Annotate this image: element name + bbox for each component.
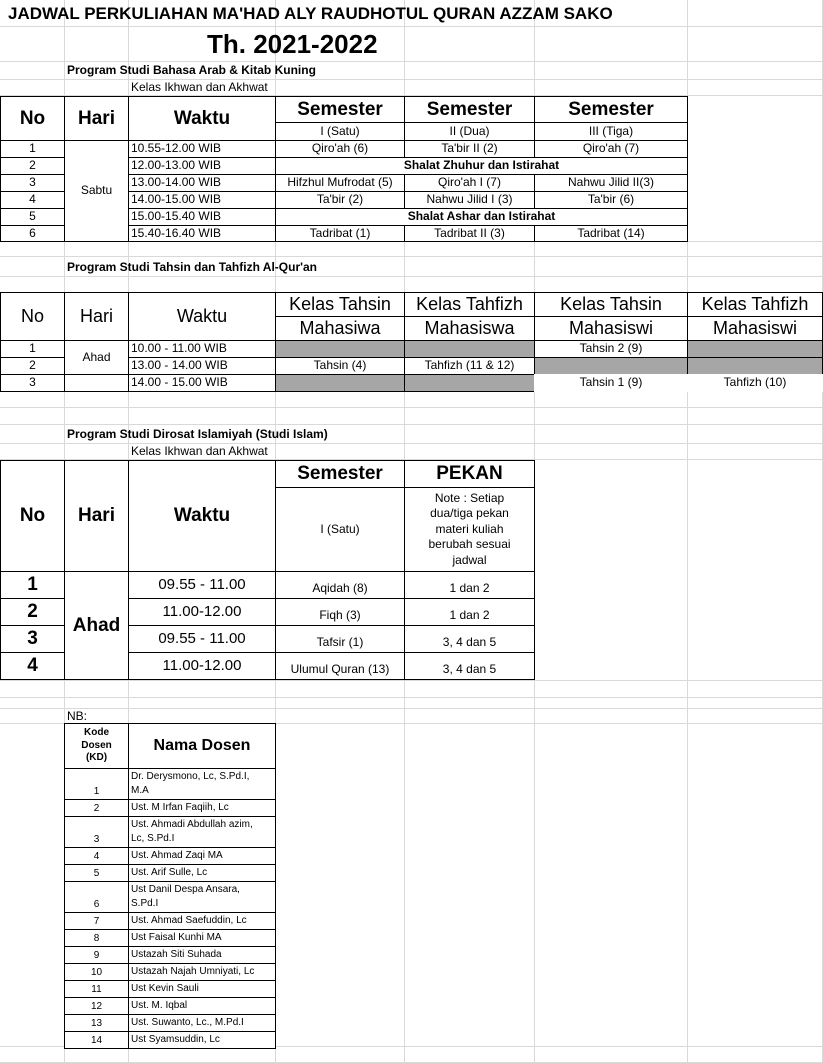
row-waktu: 13.00 - 14.00 WIB bbox=[128, 357, 276, 375]
header-waktu: Waktu bbox=[128, 460, 276, 572]
course-cell: Qiro'ah (6) bbox=[275, 140, 405, 158]
header-sem-satu: I (Satu) bbox=[275, 487, 405, 572]
header-kelas: Kelas Tahfizh bbox=[687, 292, 823, 317]
dosen-nama-cell: Ust Syamsuddin, Lc bbox=[128, 1031, 276, 1049]
dosen-nama-cell: Ust. Ahmadi Abdullah azim, Lc, S.Pd.I bbox=[128, 816, 276, 848]
dosen-kode-cell: 1 bbox=[64, 768, 129, 800]
row-waktu: 11.00-12.00 bbox=[128, 598, 276, 626]
dosen-nama-cell: Ust. Arif Sulle, Lc bbox=[128, 864, 276, 882]
dosen-kode-cell: 2 bbox=[64, 799, 129, 817]
course-cell: Qiro'ah I (7) bbox=[404, 174, 535, 192]
row-waktu: 11.00-12.00 bbox=[128, 652, 276, 680]
nb-label: NB: bbox=[67, 709, 88, 723]
course-cell: Tadribat II (3) bbox=[404, 225, 535, 242]
dosen-kode-cell: 5 bbox=[64, 864, 129, 882]
row-no: 1 bbox=[0, 340, 65, 358]
row-waktu: 15.40-16.40 WIB bbox=[128, 225, 276, 242]
pekan-note: Note : Setiap dua/tiga pekan materi kuliah berubah sesuai jadwal bbox=[404, 487, 535, 572]
dosen-kode-cell: 8 bbox=[64, 929, 129, 947]
header-semester-1: Semester bbox=[275, 96, 405, 123]
dosen-nama-cell: Ustazah Najah Umniyati, Lc bbox=[128, 963, 276, 981]
hari-empty-cell bbox=[64, 374, 129, 392]
header-mahasiswa: Mahasiswa bbox=[404, 316, 535, 341]
course-cell: Ta'bir II (2) bbox=[404, 140, 535, 158]
course-cell: Hifzhul Mufrodat (5) bbox=[275, 174, 405, 192]
hari-cell: Ahad bbox=[64, 571, 129, 680]
row-no: 2 bbox=[0, 598, 65, 626]
empty-gray-cell bbox=[404, 374, 535, 392]
header-kelas: Kelas Tahsin bbox=[534, 292, 688, 317]
row-no: 3 bbox=[0, 174, 65, 192]
course-cell: Ulumul Quran (13) bbox=[275, 652, 405, 680]
empty-gray-cell bbox=[275, 374, 405, 392]
hari-cell: Ahad bbox=[64, 340, 129, 375]
course-cell: Tahfizh (11 & 12) bbox=[404, 357, 535, 375]
header-nama-dosen: Nama Dosen bbox=[128, 723, 276, 769]
dosen-kode-cell: 9 bbox=[64, 946, 129, 964]
row-waktu: 09.55 - 11.00 bbox=[128, 571, 276, 599]
header-kelas: Kelas Tahsin bbox=[275, 292, 405, 317]
header-no: No bbox=[0, 96, 65, 141]
row-no: 1 bbox=[0, 140, 65, 158]
dosen-nama-cell: Ust Faisal Kunhi MA bbox=[128, 929, 276, 947]
dosen-nama-cell: Ust. M Irfan Faqiih, Lc bbox=[128, 799, 276, 817]
header-waktu: Waktu bbox=[128, 292, 276, 341]
pekan-cell: 1 dan 2 bbox=[404, 571, 535, 599]
academic-year: Th. 2021-2022 bbox=[207, 29, 378, 59]
course-cell: Tafsir (1) bbox=[275, 625, 405, 653]
dosen-kode-cell: 6 bbox=[64, 881, 129, 913]
header-kelas: Kelas Tahfizh bbox=[404, 292, 535, 317]
header-mahasiswi: Mahasiswi bbox=[534, 316, 688, 341]
dosen-nama-cell: Ust. Ahmad Zaqi MA bbox=[128, 847, 276, 865]
course-cell: Tahsin 2 (9) bbox=[534, 340, 688, 358]
course-cell: Tadribat (14) bbox=[534, 225, 688, 242]
dosen-kode-cell: 12 bbox=[64, 997, 129, 1015]
header-hari: Hari bbox=[64, 460, 129, 572]
header-sem-tiga: III (Tiga) bbox=[534, 122, 688, 141]
row-no: 5 bbox=[0, 208, 65, 226]
row-no: 2 bbox=[0, 157, 65, 175]
header-sem-satu: I (Satu) bbox=[275, 122, 405, 141]
dosen-kode-cell: 10 bbox=[64, 963, 129, 981]
course-cell: Tahfizh (10) bbox=[687, 374, 823, 392]
break-cell: Shalat Zhuhur dan Istirahat bbox=[275, 157, 688, 175]
dosen-kode-cell: 3 bbox=[64, 816, 129, 848]
row-no: 6 bbox=[0, 225, 65, 242]
hari-cell: Sabtu bbox=[64, 140, 129, 242]
empty-gray-cell bbox=[534, 357, 688, 375]
row-waktu: 14.00 - 15.00 WIB bbox=[128, 374, 276, 392]
sheet-title: JADWAL PERKULIAHAN MA'HAD ALY RAUDHOTUL QURAN AZZAM SAKO bbox=[8, 4, 613, 23]
row-waktu: 10.55-12.00 WIB bbox=[128, 140, 276, 158]
course-cell: Nahwu Jilid II(3) bbox=[534, 174, 688, 192]
kelas-label: Kelas Ikhwan dan Akhwat bbox=[131, 444, 268, 458]
program-title-bahasa-arab: Program Studi Bahasa Arab & Kitab Kuning bbox=[67, 63, 316, 77]
row-waktu: 14.00-15.00 WIB bbox=[128, 191, 276, 209]
course-cell: Nahwu Jilid I (3) bbox=[404, 191, 535, 209]
row-waktu: 12.00-13.00 WIB bbox=[128, 157, 276, 175]
row-waktu: 15.00-15.40 WIB bbox=[128, 208, 276, 226]
row-no: 2 bbox=[0, 357, 65, 375]
course-cell: Qiro'ah (7) bbox=[534, 140, 688, 158]
dosen-kode-cell: 7 bbox=[64, 912, 129, 930]
dosen-kode-cell: 14 bbox=[64, 1031, 129, 1049]
pekan-cell: 1 dan 2 bbox=[404, 598, 535, 626]
dosen-nama-cell: Ust. Suwanto, Lc., M.Pd.I bbox=[128, 1014, 276, 1032]
header-hari: Hari bbox=[64, 96, 129, 141]
header-no: No bbox=[0, 460, 65, 572]
empty-gray-cell bbox=[687, 340, 823, 358]
header-kode-dosen: Kode Dosen (KD) bbox=[64, 723, 129, 769]
dosen-nama-cell: Ustazah Siti Suhada bbox=[128, 946, 276, 964]
header-no: No bbox=[0, 292, 65, 341]
break-cell: Shalat Ashar dan Istirahat bbox=[275, 208, 688, 226]
row-no: 3 bbox=[0, 374, 65, 392]
row-waktu: 13.00-14.00 WIB bbox=[128, 174, 276, 192]
row-no: 3 bbox=[0, 625, 65, 653]
course-cell: Fiqh (3) bbox=[275, 598, 405, 626]
program-title-tahsin: Program Studi Tahsin dan Tahfizh Al-Qur'an bbox=[67, 260, 317, 274]
header-waktu: Waktu bbox=[128, 96, 276, 141]
dosen-kode-cell: 4 bbox=[64, 847, 129, 865]
dosen-nama-cell: Ust. M. Iqbal bbox=[128, 997, 276, 1015]
dosen-kode-cell: 13 bbox=[64, 1014, 129, 1032]
empty-gray-cell bbox=[687, 357, 823, 375]
course-cell: Aqidah (8) bbox=[275, 571, 405, 599]
course-cell: Tahsin (4) bbox=[275, 357, 405, 375]
pekan-cell: 3, 4 dan 5 bbox=[404, 652, 535, 680]
course-cell: Tadribat (1) bbox=[275, 225, 405, 242]
header-mahasiswa: Mahasiwa bbox=[275, 316, 405, 341]
empty-gray-cell bbox=[404, 340, 535, 358]
header-semester: Semester bbox=[275, 460, 405, 488]
course-cell: Ta'bir (6) bbox=[534, 191, 688, 209]
kelas-label: Kelas Ikhwan dan Akhwat bbox=[131, 80, 268, 94]
pekan-cell: 3, 4 dan 5 bbox=[404, 625, 535, 653]
header-semester-3: Semester bbox=[534, 96, 688, 123]
header-semester-2: Semester bbox=[404, 96, 535, 123]
header-pekan: PEKAN bbox=[404, 460, 535, 488]
course-cell: Tahsin 1 (9) bbox=[534, 374, 688, 392]
header-sem-dua: II (Dua) bbox=[404, 122, 535, 141]
row-no: 1 bbox=[0, 571, 65, 599]
program-title-dirosat: Program Studi Dirosat Islamiyah (Studi Islam) bbox=[67, 427, 328, 441]
header-mahasiswi: Mahasiswi bbox=[687, 316, 823, 341]
dosen-nama-cell: Dr. Derysmono, Lc, S.Pd.I, M.A bbox=[128, 768, 276, 800]
dosen-kode-cell: 11 bbox=[64, 980, 129, 998]
row-no: 4 bbox=[0, 191, 65, 209]
dosen-nama-cell: Ust. Ahmad Saefuddin, Lc bbox=[128, 912, 276, 930]
dosen-nama-cell: Ust Danil Despa Ansara, S.Pd.I bbox=[128, 881, 276, 913]
empty-gray-cell bbox=[275, 340, 405, 358]
row-waktu: 10.00 - 11.00 WIB bbox=[128, 340, 276, 358]
course-cell: Ta'bir (2) bbox=[275, 191, 405, 209]
header-hari: Hari bbox=[64, 292, 129, 341]
dosen-nama-cell: Ust Kevin Sauli bbox=[128, 980, 276, 998]
row-waktu: 09.55 - 11.00 bbox=[128, 625, 276, 653]
row-no: 4 bbox=[0, 652, 65, 680]
